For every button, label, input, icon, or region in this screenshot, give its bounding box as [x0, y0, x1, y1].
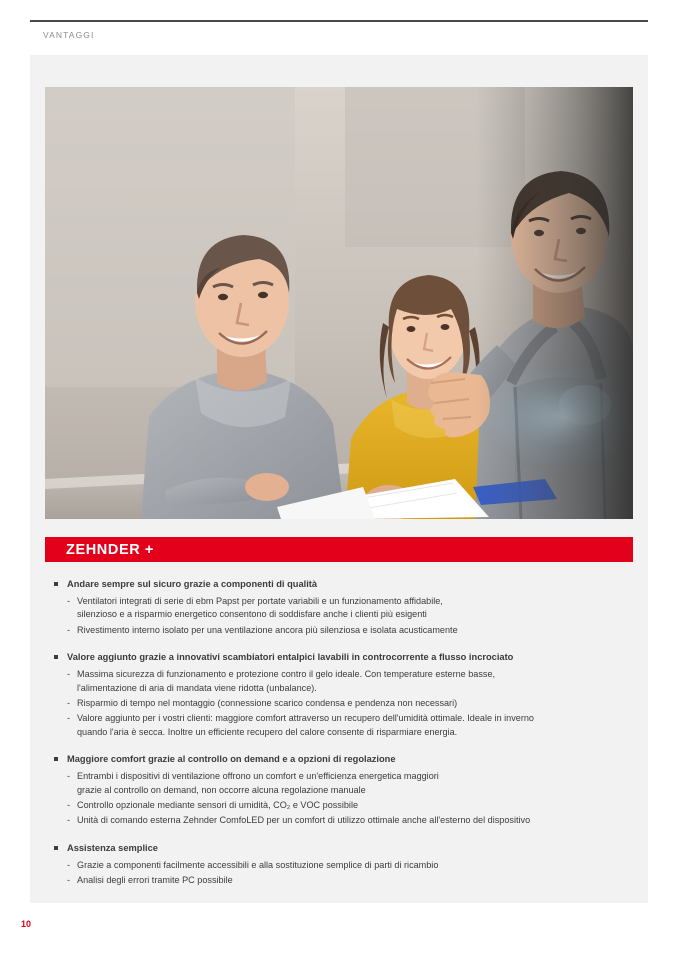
benefit-group: [45, 842, 633, 888]
benefit-item: [45, 814, 633, 827]
benefit-item-line: l'alimentazione di aria di mandata viene ridotta (unbalance).: [77, 682, 317, 693]
dash-bullet-icon: -: [67, 698, 71, 709]
benefit-item-line: Massima sicurezza di funzionamento e protezione contro il gelo ideale. Con temperature esterne basse,: [77, 669, 496, 680]
benefit-item: [45, 799, 633, 812]
benefit-item-line: Risparmio di tempo nel montaggio (connessione scarico condensa e pendenza non necessari): [77, 698, 458, 709]
dash-bullet-icon: -: [67, 713, 71, 724]
benefit-group: [45, 578, 633, 637]
benefit-group: [45, 651, 633, 739]
benefit-heading-text: Maggiore comfort grazie al controllo on demand e a opzioni di regolazione: [67, 754, 396, 765]
benefit-item-line: Rivestimento interno isolato per una ventilazione ancora più silenziosa e isolata acusticamente: [77, 624, 458, 635]
benefit-item-line: silenzioso e a risparmio energetico consentono di soddisfare anche i clienti più esigenti: [77, 609, 427, 620]
benefit-heading-text: Andare sempre sul sicuro grazie a componenti di qualità: [67, 579, 318, 589]
benefit-item: [45, 595, 633, 622]
square-bullet-icon: [54, 582, 58, 586]
hero-photo: [45, 87, 633, 519]
benefit-heading: [45, 651, 633, 664]
dash-bullet-icon: -: [67, 669, 71, 680]
square-bullet-icon: [54, 655, 58, 659]
benefit-item-line: Analisi degli errori tramite PC possibile: [77, 875, 233, 886]
benefit-heading-text: Valore aggiunto grazie a innovativi scambiatori entalpici lavabili in controcorrente a flusso incrociato: [67, 652, 514, 663]
page-number: 10: [21, 919, 32, 929]
benefit-group: [45, 753, 633, 828]
benefit-item-line: Controllo opzionale mediante sensori di umidità, CO₂ e VOC possibile: [77, 800, 359, 811]
header-divider: [30, 20, 648, 22]
benefit-item-line: Entrambi i dispositivi di ventilazione offrono un comfort e un'efficienza energetica maggiori: [77, 771, 439, 782]
benefit-item-line: quando l'aria è secca. Inoltre un efficiente recupero del calore consente di risparmiare energia.: [77, 726, 458, 737]
page-spine: [0, 0, 30, 959]
dash-bullet-icon: -: [67, 596, 71, 606]
dash-bullet-icon: -: [67, 859, 71, 870]
benefit-heading: [45, 753, 633, 766]
benefit-item: [45, 624, 633, 637]
benefit-item: [45, 770, 633, 797]
benefit-item: [45, 712, 633, 739]
benefit-item-line: Valore aggiunto per i vostri clienti: maggiore comfort attraverso un recupero dell'umidità ottimale. Ideale in inverno: [77, 713, 534, 724]
page-header: [30, 20, 648, 50]
benefit-item: [45, 859, 633, 872]
benefit-item: [45, 874, 633, 887]
dash-bullet-icon: -: [67, 875, 71, 886]
benefit-heading-text: Assistenza semplice: [67, 842, 158, 853]
section-label: VANTAGGI: [43, 30, 95, 40]
dash-bullet-icon: -: [67, 771, 71, 782]
dash-bullet-icon: -: [67, 815, 71, 826]
square-bullet-icon: [54, 757, 58, 761]
dash-bullet-icon: -: [67, 624, 71, 635]
benefit-item: [45, 697, 633, 710]
benefit-item: [45, 668, 633, 695]
title-bar-label: ZEHNDER +: [66, 542, 154, 558]
zehnder-plus-title-bar: [45, 537, 633, 562]
benefit-item-line: Ventilatori integrati di serie di ebm Papst per portate variabili e un funzionamento affidabile,: [77, 596, 443, 606]
benefit-heading: [45, 578, 633, 591]
square-bullet-icon: [54, 846, 58, 850]
benefit-item-line: grazie al controllo on demand, non occorre alcuna regolazione manuale: [77, 784, 366, 795]
dash-bullet-icon: -: [67, 800, 71, 811]
benefit-heading: [45, 842, 633, 855]
benefit-item-line: Grazie a componenti facilmente accessibili e alla sostituzione semplice di parti di ricambio: [77, 859, 439, 870]
benefits-list: [45, 578, 633, 890]
benefit-item-line: Unità di comando esterna Zehnder ComfoLED per un comfort di utilizzo ottimale anche all'esterno del dispositivo: [77, 815, 531, 826]
